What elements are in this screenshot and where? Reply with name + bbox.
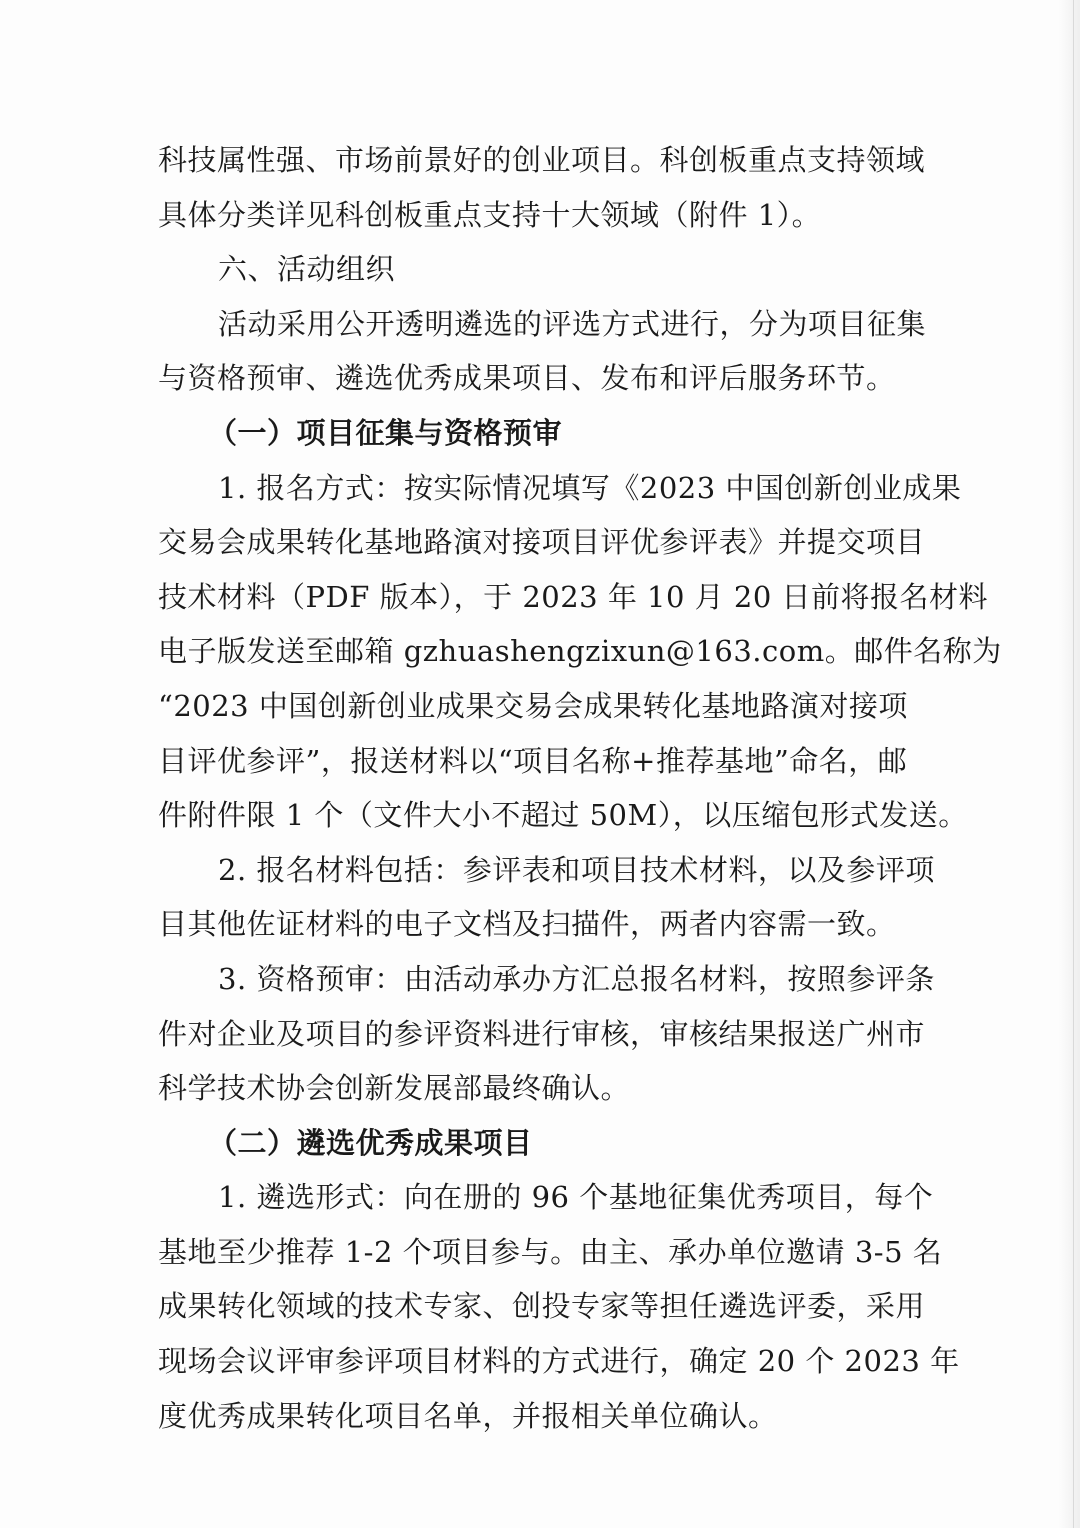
paragraph-line: 科学技术协会创新发展部最终确认。	[158, 1071, 631, 1106]
paragraph-line: 基地至少推荐 1-2 个项目参与。由主、承办单位邀请 3-5 名	[158, 1234, 943, 1269]
paragraph-line: 与资格预审、遴选优秀成果项目、发布和评后服务环节。	[158, 361, 896, 396]
page-edge-shadow	[1058, 0, 1080, 1528]
paragraph-line: 1. 报名方式：按实际情况填写《2023 中国创新创业成果	[218, 470, 962, 505]
paragraph-line: “2023 中国创新创业成果交易会成果转化基地路演对接项	[158, 688, 908, 723]
paragraph-line: 2. 报名材料包括：参评表和项目技术材料，以及参评项	[218, 852, 935, 887]
document-body	[158, 133, 1002, 1443]
paragraph-line: 技术材料（PDF 版本），于 2023 年 10 月 20 日前将报名材料	[158, 579, 989, 614]
paragraph-line: 目评优参评”，报送材料以“项目名称+推荐基地”命名，邮	[158, 743, 908, 778]
paragraph-line: 具体分类详见科创板重点支持十大领域（附件 1）。	[158, 197, 822, 232]
paragraph-line: 件附件限 1 个（文件大小不超过 50M），以压缩包形式发送。	[158, 798, 968, 833]
paragraph-line: 度优秀成果转化项目名单，并报相关单位确认。	[158, 1398, 778, 1433]
section-heading-activity-organization: 六、活动组织	[218, 252, 396, 287]
paragraph-line: 3. 资格预审：由活动承办方汇总报名材料，按照参评条	[218, 961, 935, 996]
paragraph-line: 1. 遴选形式：向在册的 96 个基地征集优秀项目，每个	[218, 1180, 934, 1215]
subsection-heading-selection: （二）遴选优秀成果项目	[208, 1125, 533, 1160]
paragraph-line: 件对企业及项目的参评资料进行审核，审核结果报送广州市	[158, 1016, 926, 1051]
subsection-heading-collection-prequalification: （一）项目征集与资格预审	[208, 415, 563, 450]
paragraph-line: 科技属性强、市场前景好的创业项目。科创板重点支持领域	[158, 143, 926, 177]
page-edge-line	[1073, 0, 1074, 1528]
paragraph-line: 活动采用公开透明遴选的评选方式进行，分为项目征集	[218, 306, 927, 341]
paragraph-line: 现场会议评审参评项目材料的方式进行，确定 20 个 2023 年	[158, 1344, 960, 1379]
paragraph-line-email: 电子版发送至邮箱 gzhuashengzixun@163.com。邮件名称为	[158, 634, 1002, 669]
paragraph-line: 目其他佐证材料的电子文档及扫描件，两者内容需一致。	[158, 907, 896, 942]
paragraph-line: 成果转化领域的技术专家、创投专家等担任遴选评委，采用	[158, 1289, 926, 1324]
paragraph-line: 交易会成果转化基地路演对接项目评优参评表》并提交项目	[158, 525, 926, 560]
